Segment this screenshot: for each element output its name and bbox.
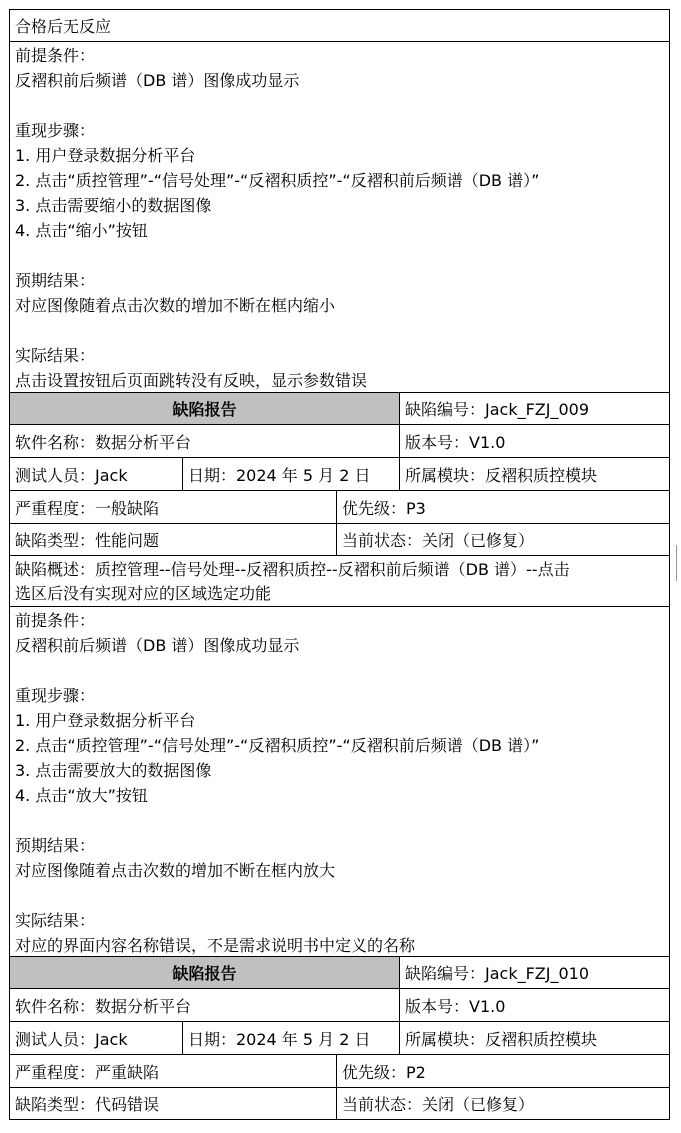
- report2-software-name: 软件名称：数据分析平台: [15, 996, 192, 1016]
- page-edge-marker: [676, 545, 677, 581]
- report2-severity-row: [9, 1055, 670, 1088]
- previous-details: [10, 42, 669, 393]
- report1-version: 版本号：V1.0: [399, 425, 669, 457]
- summary-line: 缺陷概述：质控管理--信号处理--反褶积质控--反褶积前后频谱（DB 谱）--点击: [15, 560, 570, 579]
- detail-line: 4. 点击“缩小”按钮: [15, 221, 148, 240]
- detail-line: 对应图像随着点击次数的增加不断在框内放大: [15, 861, 336, 880]
- report2-tester-row: [9, 1022, 670, 1055]
- report1-software-name: 软件名称：数据分析平台: [15, 432, 192, 452]
- report1-priority: 优先级：P3: [336, 491, 669, 523]
- report1-title: 缺陷报告: [10, 393, 399, 424]
- detail-line: [15, 93, 669, 118]
- detail-line: 3. 点击需要放大的数据图像: [15, 761, 212, 780]
- detail-line: 前提条件：: [15, 46, 96, 65]
- detail-line: 2. 点击“质控管理”-“信号处理”-“反褶积质控”-“反褶积前后频谱（DB 谱）”: [15, 171, 540, 190]
- report1-software-row: [9, 425, 670, 458]
- detail-line: 实际结果：: [15, 346, 96, 365]
- detail-line: 实际结果：: [15, 911, 96, 930]
- report2-tester: 测试人员：Jack: [15, 1029, 128, 1049]
- detail-line: 1. 用户登录数据分析平台: [15, 146, 196, 165]
- report2-defect-type: 缺陷类型：代码错误: [15, 1095, 160, 1114]
- detail-line: 重现步骤：: [15, 686, 96, 705]
- report1-module: 所属模块：反褶积质控模块: [399, 458, 669, 490]
- previous-details-row: [9, 42, 670, 393]
- report1-severity: 严重程度：一般缺陷: [15, 498, 160, 518]
- detail-line: 对应图像随着点击次数的增加不断在框内缩小: [15, 296, 336, 315]
- detail-line: 预期结果：: [15, 271, 96, 290]
- report2-type-row: [9, 1088, 670, 1120]
- report1-details: [10, 607, 669, 958]
- detail-line: 点击设置按钮后页面跳转没有反映，显示参数错误: [15, 371, 368, 390]
- detail-line: 预期结果：: [15, 836, 96, 855]
- detail-line: 4. 点击“放大”按钮: [15, 786, 148, 805]
- report1-defect-type: 缺陷类型：性能问题: [15, 531, 160, 550]
- report2-title: 缺陷报告: [10, 957, 399, 988]
- report2-date: 日期：2024 年 5 月 2 日: [182, 1022, 399, 1054]
- report1-defect-id: 缺陷编号：Jack_FZJ_009: [399, 393, 669, 424]
- report2-version: 版本号：V1.0: [399, 989, 669, 1021]
- detail-line: [15, 658, 669, 683]
- report1-tester: 测试人员：Jack: [15, 465, 128, 485]
- report2-defect-id: 缺陷编号：Jack_FZJ_010: [399, 957, 669, 988]
- detail-line: 反褶积前后频谱（DB 谱）图像成功显示: [15, 636, 300, 655]
- detail-line: 前提条件：: [15, 611, 96, 630]
- detail-line: 对应的界面内容名称错误，不是需求说明书中定义的名称: [15, 936, 416, 955]
- report2-priority: 优先级：P2: [336, 1055, 669, 1087]
- report2-severity: 严重程度：严重缺陷: [15, 1062, 160, 1082]
- defect-table: [9, 9, 670, 1120]
- report1-severity-row: [9, 491, 670, 524]
- detail-line: [15, 243, 669, 268]
- detail-line: [15, 808, 669, 833]
- detail-line: 重现步骤：: [15, 121, 96, 140]
- report2-module: 所属模块：反褶积质控模块: [399, 1022, 669, 1054]
- summary-line: 选区后没有实现对应的区域选定功能: [15, 584, 272, 603]
- detail-line: 反褶积前后频谱（DB 谱）图像成功显示: [15, 71, 300, 90]
- detail-line: [15, 318, 669, 343]
- detail-line: [15, 883, 669, 908]
- report1-summary-row: [9, 556, 670, 607]
- report1-status: 当前状态：关闭（已修复）: [336, 524, 669, 555]
- report1-details-row: [9, 607, 670, 957]
- previous-actual-result-tail: 合格后无反应: [15, 17, 112, 36]
- previous-row: [9, 9, 670, 42]
- report1-date: 日期：2024 年 5 月 2 日: [182, 458, 399, 490]
- report2-header-row: [9, 957, 670, 989]
- detail-line: 3. 点击需要缩小的数据图像: [15, 196, 212, 215]
- report2-status: 当前状态：关闭（已修复）: [336, 1088, 669, 1119]
- report2-software-row: [9, 989, 670, 1022]
- report1-summary: [10, 556, 669, 606]
- detail-line: 2. 点击“质控管理”-“信号处理”-“反褶积质控”-“反褶积前后频谱（DB 谱）”: [15, 736, 540, 755]
- report1-tester-row: [9, 458, 670, 491]
- detail-line: 1. 用户登录数据分析平台: [15, 711, 196, 730]
- report1-type-row: [9, 524, 670, 556]
- report1-header-row: [9, 393, 670, 425]
